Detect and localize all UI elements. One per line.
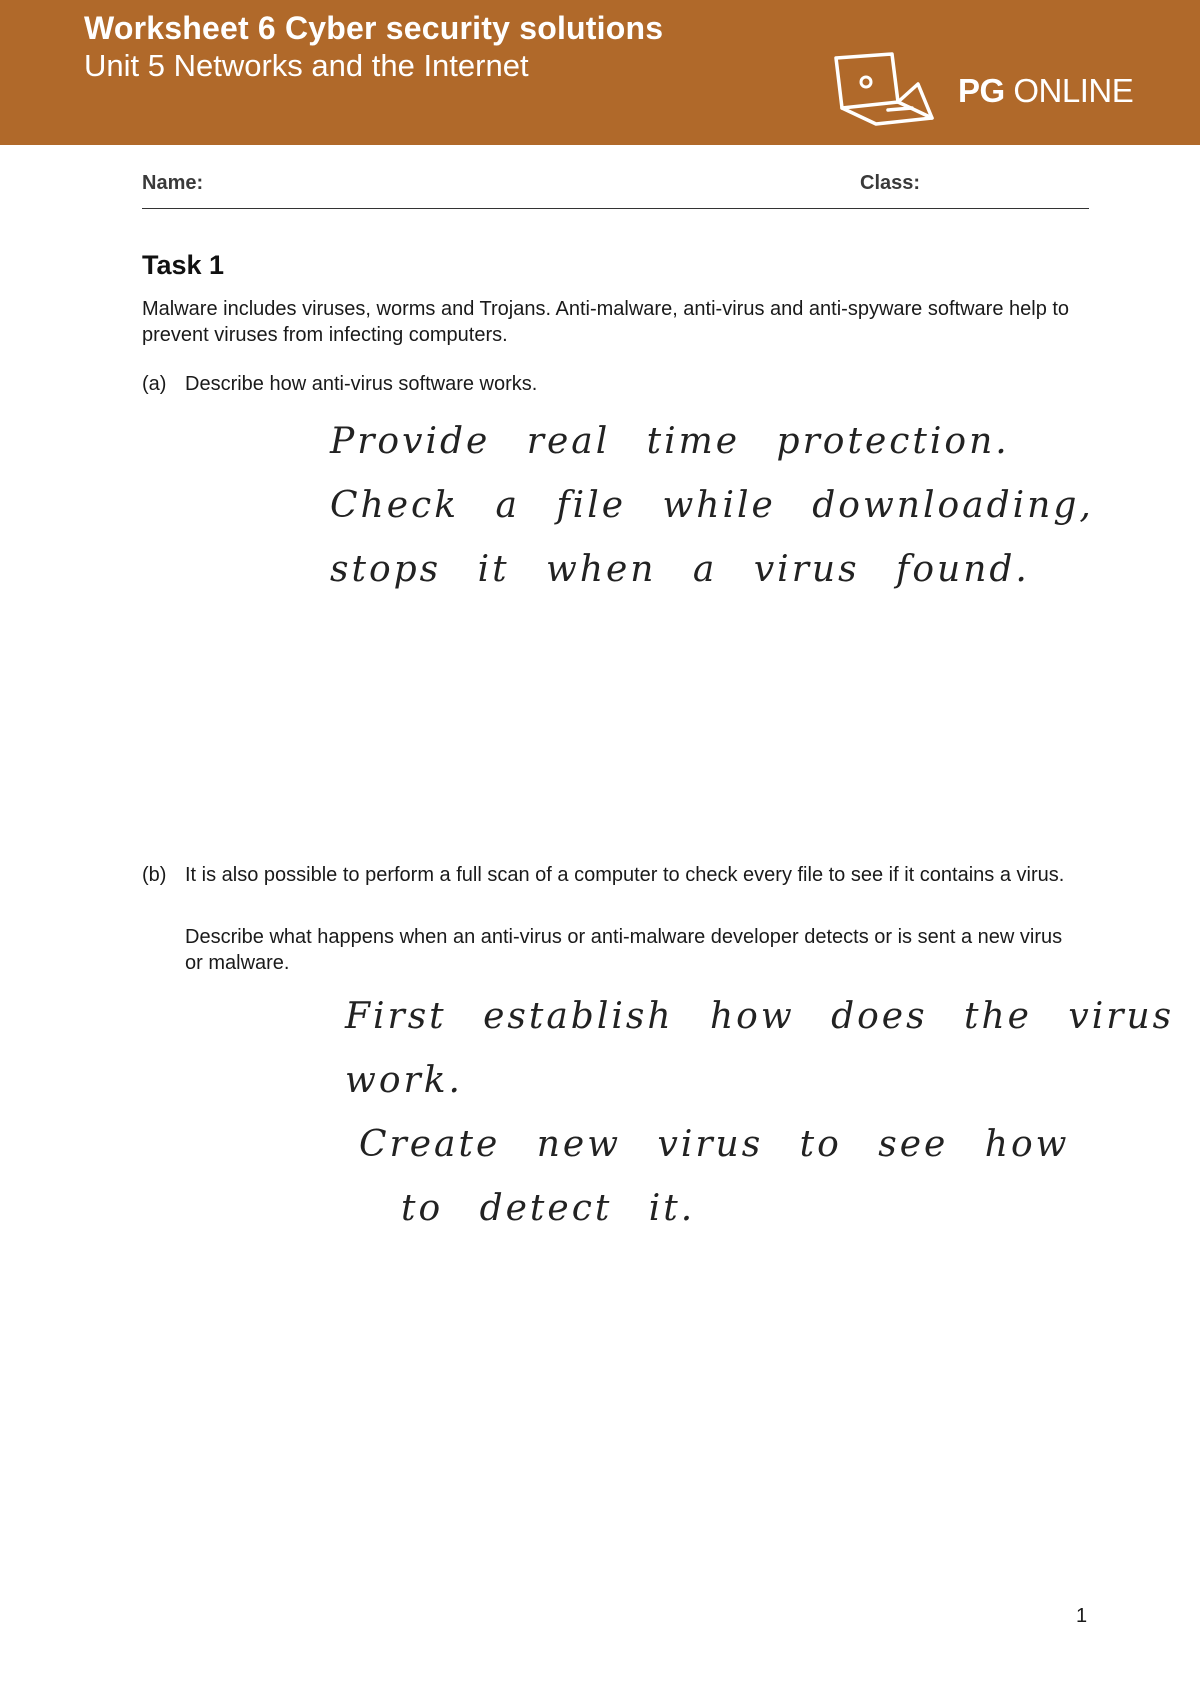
task-heading: Task 1	[142, 250, 225, 280]
answer-a-line: stops it when a virus found.	[330, 549, 1030, 590]
name-class-rule	[142, 208, 1089, 209]
answer-b-line: to detect it.	[401, 1188, 696, 1229]
logo-text-bold: PG	[958, 72, 1005, 109]
answer-a-line: Check a file while downloading,	[330, 485, 1094, 526]
question-b-text2: Describe what happens when an anti-virus or anti-malware developer detects or is sent a new virus or malware.	[185, 926, 1063, 974]
task-intro: Malware includes viruses, worms and Trojans. Anti-malware, anti-virus and anti-spyware software help to prevent viruses from infecting computers.	[142, 298, 1070, 346]
brand-logo	[958, 72, 1133, 110]
answer-b-line: First establish how does the virus work.	[345, 996, 1175, 1101]
question-a-text: Describe how anti-virus software works.	[185, 373, 538, 395]
page-number: 1	[1076, 1605, 1088, 1627]
worksheet-title: Worksheet 6 Cyber security solutions	[84, 10, 664, 46]
logo-text-light: ONLINE	[1004, 72, 1134, 109]
header-banner	[0, 0, 1200, 145]
answer-b-handwriting	[345, 985, 1200, 1241]
laptop-icon	[832, 50, 952, 130]
question-b-marker: (b)	[142, 864, 167, 886]
answer-a-handwriting	[330, 410, 1094, 602]
class-label: Class:	[860, 172, 921, 194]
unit-subtitle: Unit 5 Networks and the Internet	[84, 48, 529, 83]
answer-b-line: Create new virus to see how	[359, 1124, 1070, 1165]
question-a-marker: (a)	[142, 373, 167, 395]
question-b-text: It is also possible to perform a full scan of a computer to check every file to see if it contains a virus.	[185, 864, 1065, 886]
name-label: Name:	[142, 172, 204, 194]
answer-a-line: Provide real time protection.	[330, 421, 1010, 462]
